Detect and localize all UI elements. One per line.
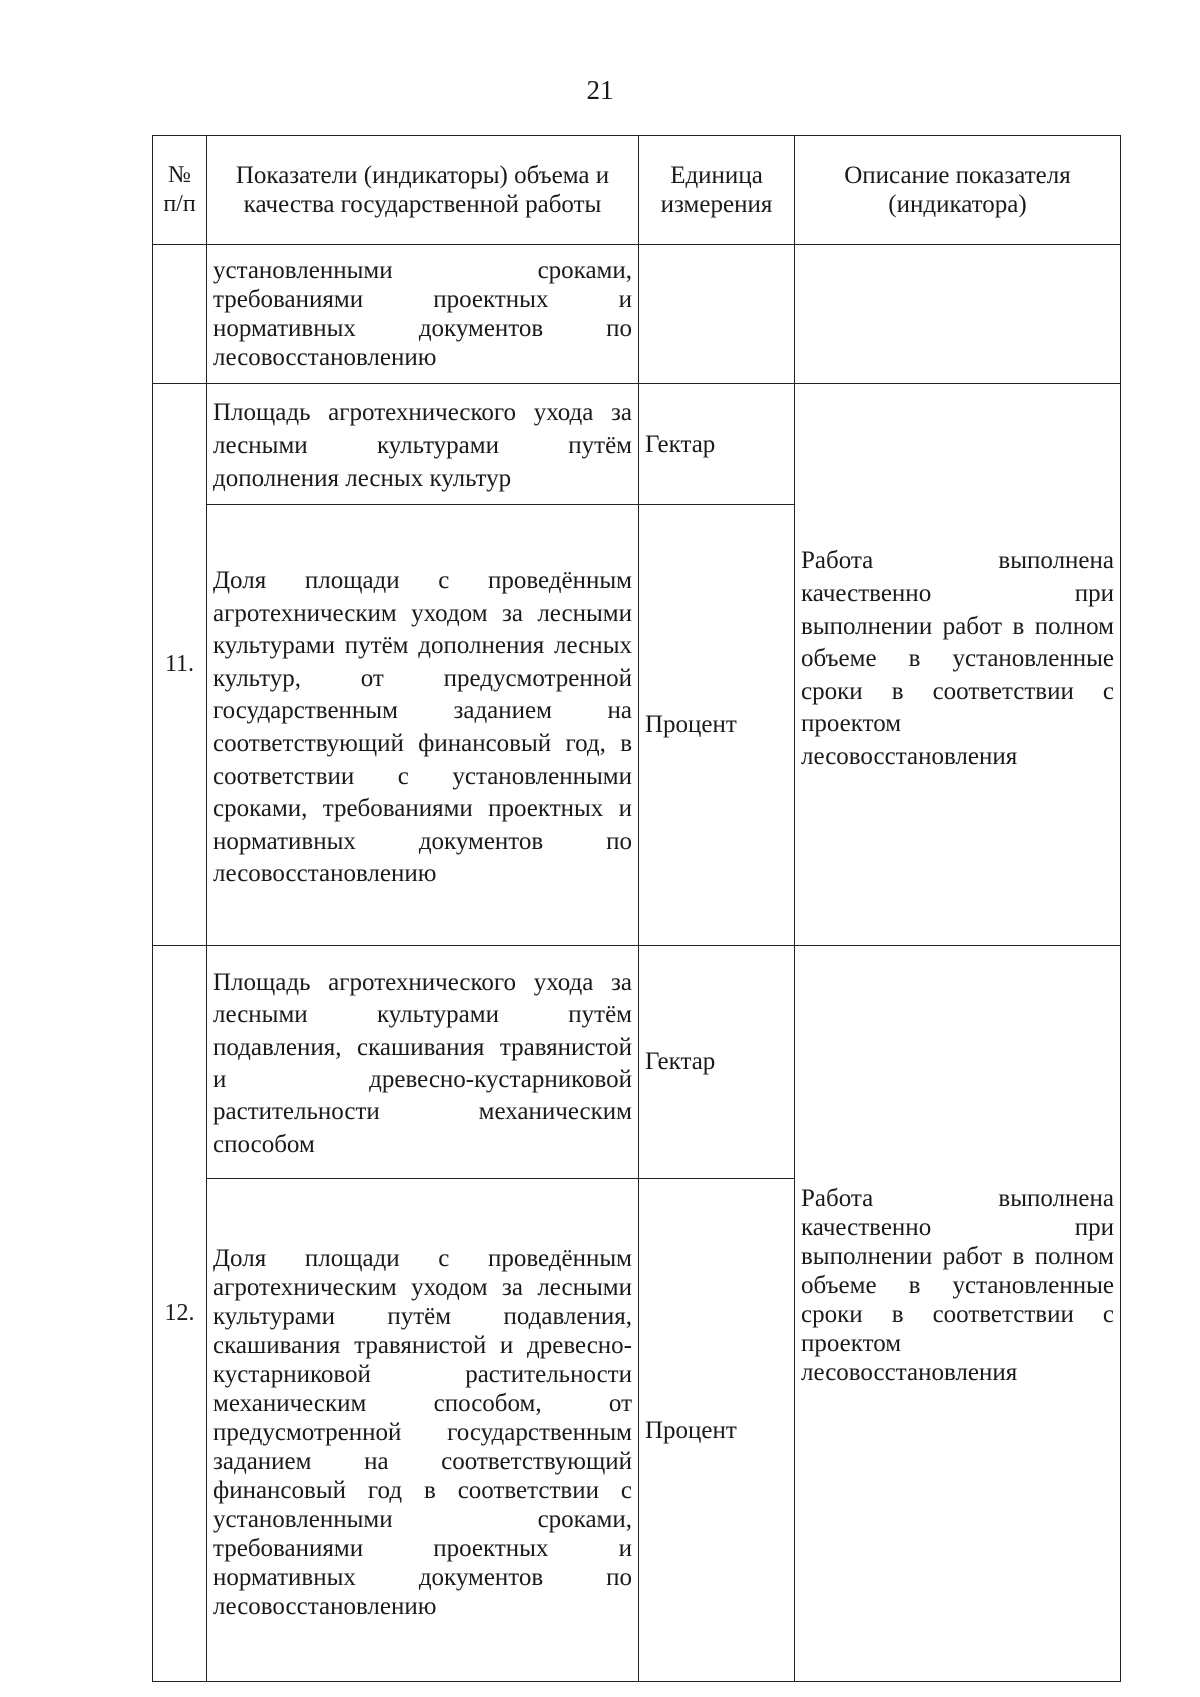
header-description: Описание показателя (индикатора) xyxy=(795,136,1121,245)
item-12-area-unit: Гектар xyxy=(639,946,795,1179)
continuation-num-cell xyxy=(153,245,207,384)
item-11-area-unit: Гектар xyxy=(639,384,795,505)
header-unit: Единица измерения xyxy=(639,136,795,245)
item-11-description-cell xyxy=(795,384,1121,946)
item-12-share-indicator: Доля площади с проведённым агротехническим уходом за лесными культурами путём подавления, скашивания травянистой и древесно-кустарниковой растительности механическим способом, от предусмотренной государственным заданием на соответствующий финансовый год в соответствии с установленными сроками, требованиями проектных и нормативных документов по лесовосстановлению xyxy=(207,1179,639,1682)
indicators-table xyxy=(152,135,1121,1682)
item-12-number: 12. xyxy=(153,946,207,1682)
item-11-area-indicator: Площадь агротехнического ухода за лесными культурами путём дополнения лесных культур xyxy=(207,384,639,505)
table-row xyxy=(153,946,1121,1179)
page-number: 21 xyxy=(586,75,614,105)
item-12-area-indicator: Площадь агротехнического ухода за лесными культурами путём подавления, скашивания травянистой и древесно-кустарниковой растительности механическим способом xyxy=(207,946,639,1179)
table-row xyxy=(153,245,1121,384)
header-num: № п/п xyxy=(153,136,207,245)
table-row xyxy=(153,384,1121,505)
item-11-share-indicator: Доля площади с проведённым агротехническим уходом за лесными культурами путём дополнения лесных культур, от предусмотренной государственным заданием на соответствующий финансовый год, в соответствии с установленными сроками, требованиями проектных и нормативных документов по лесовосстановлению xyxy=(207,505,639,946)
continuation-description-cell xyxy=(795,245,1121,384)
item-12-description-cell xyxy=(795,946,1121,1682)
table-header-row xyxy=(153,136,1121,245)
item-11-description: Работа выполнена качественно при выполнении работ в полном объеме в установленные сроки в соответствии с проектом лесовосстановления xyxy=(801,547,1114,770)
item-11-share-unit: Процент xyxy=(639,505,795,946)
item-12-share-unit: Процент xyxy=(639,1179,795,1682)
continuation-indicator: установленными сроками, требованиями проектных и нормативных документов по лесовосстановлению xyxy=(207,245,639,384)
continuation-unit-cell xyxy=(639,245,795,384)
header-indicator: Показатели (индикаторы) объема и качества государственной работы xyxy=(207,136,639,245)
item-11-number: 11. xyxy=(153,384,207,946)
item-12-description: Работа выполнена качественно при выполнении работ в полном объеме в установленные сроки в соответствии с проектом лесовосстановления xyxy=(801,1185,1114,1386)
